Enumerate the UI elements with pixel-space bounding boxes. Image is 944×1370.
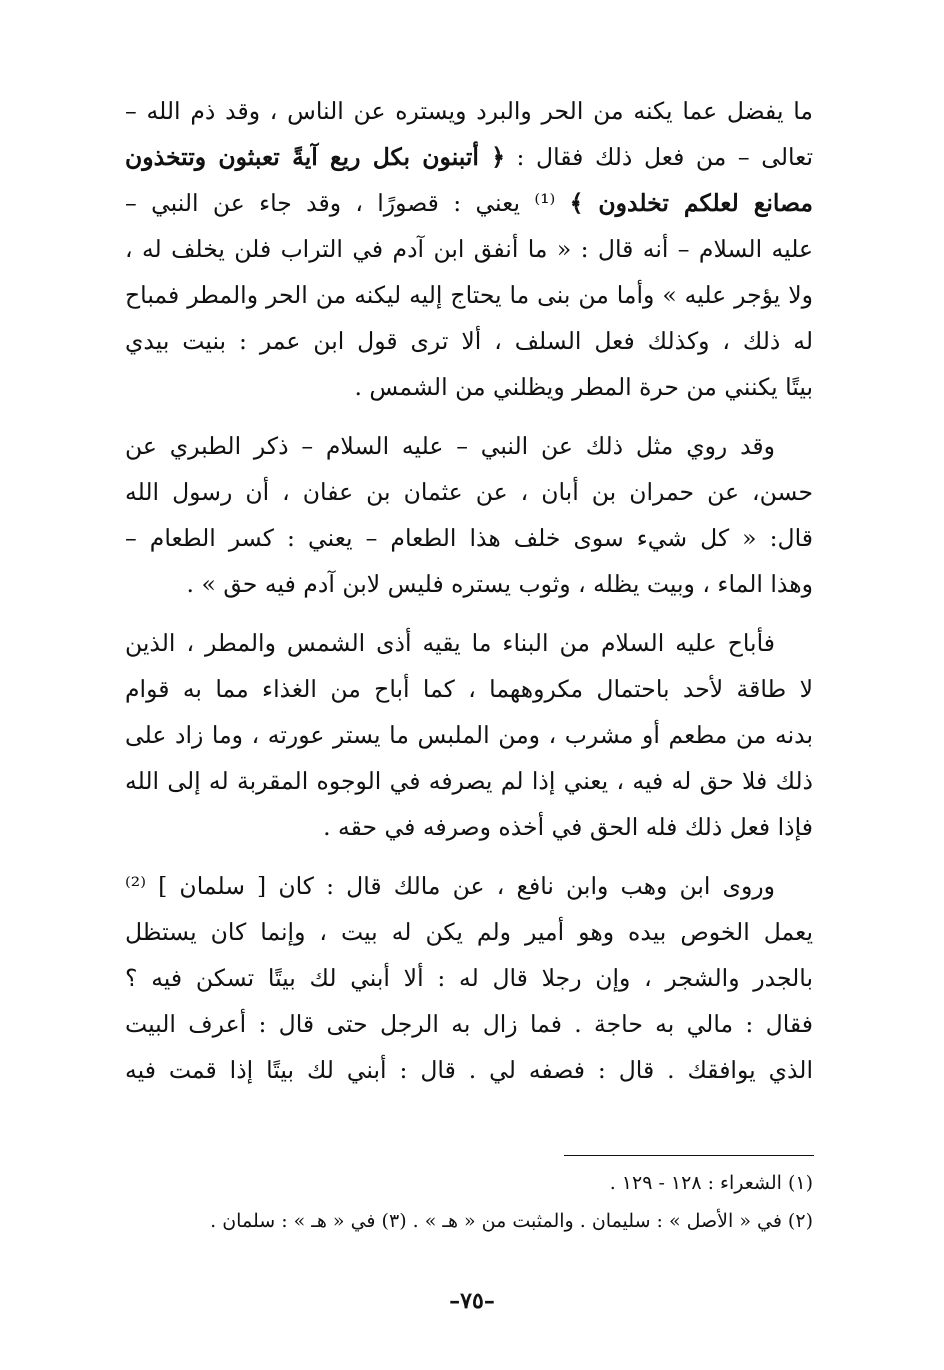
text-line: ما يفضل عما يكنه من الحر والبرد ويستره عن الناس ، وقد ذم الله – bbox=[125, 97, 813, 125]
text-line bbox=[125, 180, 813, 226]
text-line: قال: « كل شيء سوى خلف هذا الطعام – يعني : كسر الطعام – bbox=[125, 524, 813, 552]
footnote-separator bbox=[564, 1155, 814, 1156]
text-line: فأباح عليه السلام من البناء ما يقيه أذى الشمس والمطر ، الذين bbox=[125, 629, 775, 657]
text-line: بالجدر والشجر ، وإن رجلا قال له : ألا أبني لك بيتًا تسكن فيه ؟ bbox=[125, 964, 813, 992]
text-line: عليه السلام – أنه قال : « ما أنفق ابن آدم في التراب فلن يخلف له ، bbox=[125, 235, 813, 263]
text-run: تعالى – من فعل ذلك فقال : bbox=[505, 143, 813, 171]
footnotes bbox=[120, 1164, 813, 1240]
footnote: (٢) في « الأصل » : سليمان . والمثبت من « هـ » . (٣) في « هـ » : سلمان . bbox=[210, 1210, 813, 1232]
text-line: يعمل الخوص بيده وهو أمير ولم يكن له بيت ، وإنما كان يستظل bbox=[125, 918, 813, 946]
text-line bbox=[125, 134, 813, 180]
text-run: ⁽¹⁾ يعني : قصورًا ، وقد جاء عن النبي – bbox=[125, 189, 570, 217]
footnote: (١) الشعراء : ١٢٨ - ١٢٩ . bbox=[609, 1172, 813, 1194]
text-line: ذلك فلا حق له فيه ، يعني إذا لم يصرفه في الوجوه المقربة له إلى الله bbox=[125, 767, 813, 795]
text-line: فإذا فعل ذلك فله الحق في أخذه وصرفه في حقه . bbox=[323, 813, 813, 841]
text-line: حسن، عن حمران بن أبان ، عن عثمان بن عفان ، أن رسول الله bbox=[125, 478, 813, 506]
text-line: الذي يوافقك . قال : فصفه لي . قال : أبني لك بيتًا إذا قمت فيه bbox=[125, 1056, 813, 1084]
text-line: ولا يؤجر عليه » وأما من بنى ما يحتاج إليه ليكنه من الحر والمطر فمباح bbox=[125, 281, 813, 309]
text-line: فقال : مالي به حاجة . فما زال به الرجل حتى قال : أعرف البيت bbox=[125, 1010, 813, 1038]
page-number: –٧٥– bbox=[449, 1288, 495, 1314]
quran-verse: مصانع لعلكم تخلدون ﴾ bbox=[569, 189, 813, 217]
text-line: وهذا الماء ، وبيت يظله ، وثوب يستره فليس لابن آدم فيه حق » . bbox=[186, 570, 813, 598]
text-line: وروى ابن وهب وابن نافع ، عن مالك قال : كان [ سلمان ] ⁽²⁾ bbox=[125, 872, 775, 900]
main-text bbox=[125, 88, 813, 1093]
text-line: وقد روي مثل ذلك عن النبي – عليه السلام – ذكر الطبري عن bbox=[125, 432, 775, 460]
text-line: بدنه من مطعم أو مشرب ، ومن الملبس ما يستر عورته ، وما زاد على bbox=[125, 721, 813, 749]
text-line: له ذلك ، وكذلك فعل السلف ، ألا ترى قول ابن عمر : بنيت بيدي bbox=[125, 327, 813, 355]
quran-verse: ﴿ أتبنون بكل ريع آيةً تعبثون وتتخذون bbox=[125, 143, 505, 171]
text-line: لا طاقة لأحد باحتمال مكروههما ، كما أباح من الغذاء مما به قوام bbox=[125, 675, 813, 703]
text-line: بيتًا يكنني من حرة المطر ويظلني من الشمس . bbox=[354, 373, 813, 401]
